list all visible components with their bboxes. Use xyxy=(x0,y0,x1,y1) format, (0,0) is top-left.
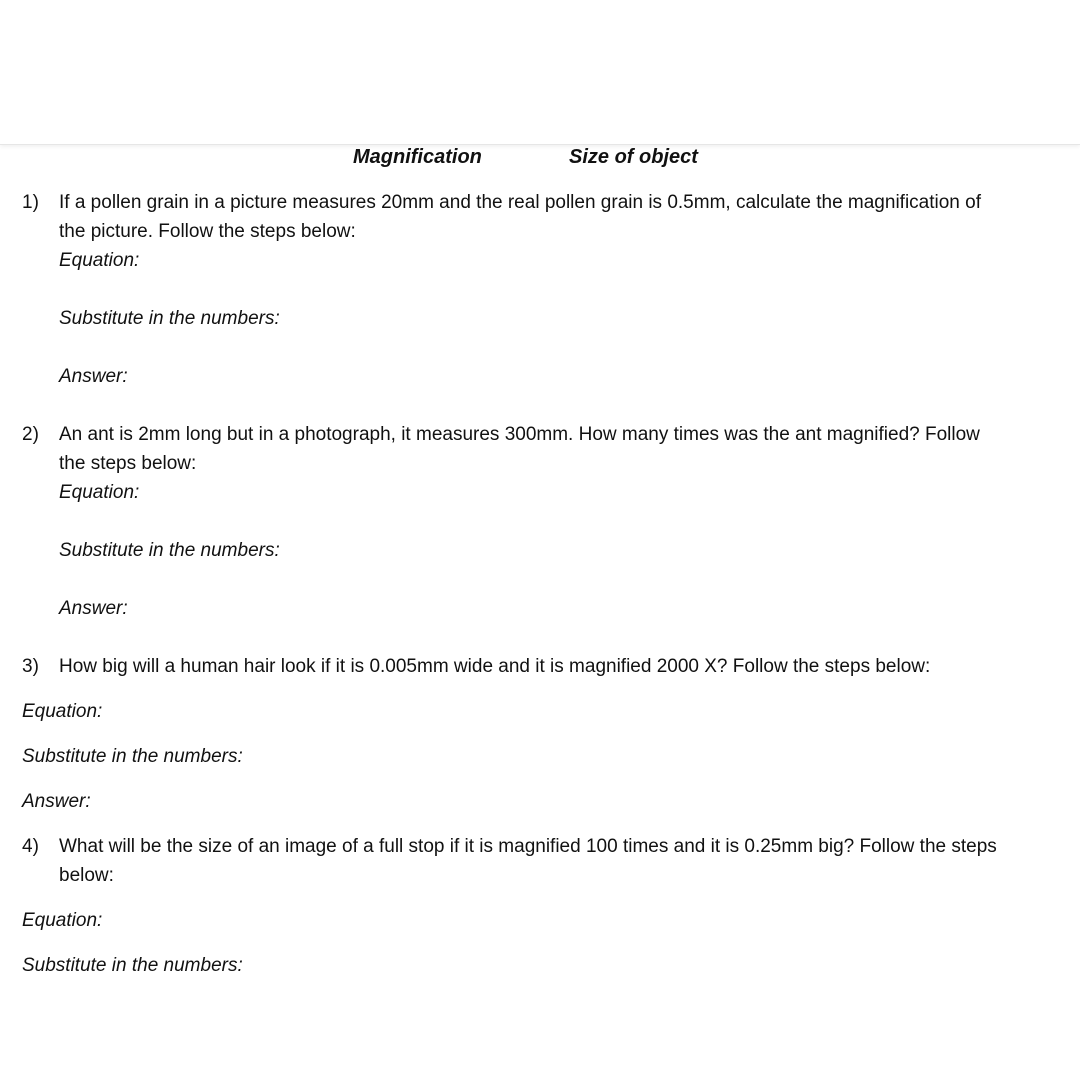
equation-label: Equation: xyxy=(59,482,140,503)
substitute-label: Substitute in the numbers: xyxy=(22,746,243,767)
equation-label: Equation: xyxy=(22,910,103,931)
question-number: 3) xyxy=(22,656,39,677)
question-number: 2) xyxy=(22,424,39,445)
heading-magnification: Magnification xyxy=(353,146,482,168)
answer-label: Answer: xyxy=(22,791,91,812)
equation-label: Equation: xyxy=(59,250,140,271)
substitute-label: Substitute in the numbers: xyxy=(59,308,280,329)
question-text: the steps below: xyxy=(59,453,197,474)
answer-label: Answer: xyxy=(59,598,128,619)
question-number: 4) xyxy=(22,836,39,857)
question-number: 1) xyxy=(22,192,39,213)
question-text: How big will a human hair look if it is 0.005mm wide and it is magnified 2000 X? Follow the steps below: xyxy=(59,656,931,677)
question-text: If a pollen grain in a picture measures 20mm and the real pollen grain is 0.5mm, calculate the magnification of xyxy=(59,192,981,213)
header-band xyxy=(0,0,1080,145)
equation-label: Equation: xyxy=(22,701,103,722)
heading-size-of-object: Size of object xyxy=(569,146,698,168)
question-text: below: xyxy=(59,865,114,886)
answer-label: Answer: xyxy=(59,366,128,387)
question-text: the picture. Follow the steps below: xyxy=(59,221,356,242)
question-text: What will be the size of an image of a full stop if it is magnified 100 times and it is 0.25mm big? Follow the steps xyxy=(59,836,997,857)
question-text: An ant is 2mm long but in a photograph, it measures 300mm. How many times was the ant magnified? Follow xyxy=(59,424,980,445)
substitute-label: Substitute in the numbers: xyxy=(59,540,280,561)
substitute-label: Substitute in the numbers: xyxy=(22,955,243,976)
